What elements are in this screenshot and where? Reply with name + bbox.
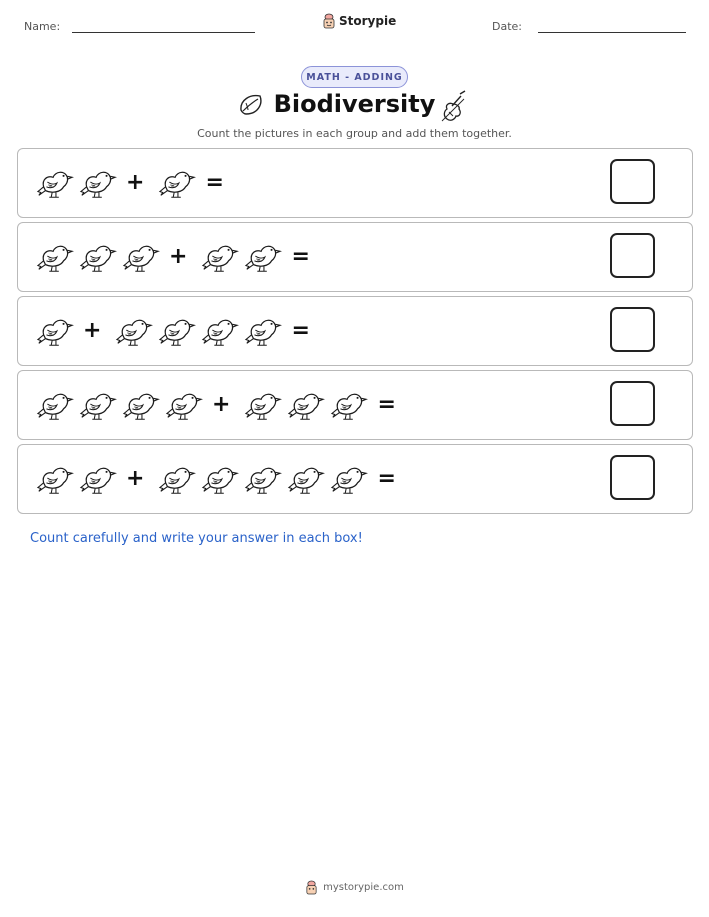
addition-expression bbox=[36, 385, 410, 425]
answer-box[interactable] bbox=[610, 233, 655, 278]
bird-icon bbox=[244, 461, 282, 497]
instructions: Count the pictures in each group and add them together. bbox=[197, 127, 512, 140]
bird-icon bbox=[79, 239, 117, 275]
equals-sign: = bbox=[377, 466, 396, 491]
storypie-mascot-icon bbox=[305, 880, 318, 895]
worksheet-header bbox=[0, 0, 709, 48]
plus-sign: + bbox=[126, 466, 145, 491]
answer-box[interactable] bbox=[610, 159, 655, 204]
bird-icon bbox=[36, 461, 74, 497]
plus-sign: + bbox=[169, 244, 188, 269]
addition-expression bbox=[36, 459, 410, 499]
bird-icon bbox=[36, 313, 74, 349]
bird-icon bbox=[36, 387, 74, 423]
bird-icon bbox=[122, 387, 160, 423]
problem-list bbox=[17, 148, 693, 518]
bird-icon bbox=[330, 461, 368, 497]
name-line[interactable] bbox=[72, 32, 255, 33]
footer bbox=[0, 880, 709, 895]
violin-icon bbox=[440, 90, 470, 124]
addition-expression bbox=[36, 163, 238, 203]
bird-icon bbox=[158, 165, 196, 201]
plus-sign: + bbox=[126, 170, 145, 195]
equals-sign: = bbox=[205, 170, 224, 195]
footer-url: mystorypie.com bbox=[323, 882, 404, 893]
plus-sign: + bbox=[83, 318, 102, 343]
bird-icon bbox=[330, 387, 368, 423]
problem-row bbox=[17, 222, 693, 292]
problem-row bbox=[17, 444, 693, 514]
equals-sign: = bbox=[291, 318, 310, 343]
bird-icon bbox=[201, 313, 239, 349]
equals-sign: = bbox=[377, 392, 396, 417]
addition-expression bbox=[36, 311, 324, 351]
encouragement-note: Count carefully and write your answer in each box! bbox=[30, 531, 363, 546]
bird-icon bbox=[244, 387, 282, 423]
date-line[interactable] bbox=[538, 32, 686, 33]
bird-icon bbox=[158, 461, 196, 497]
bird-icon bbox=[201, 461, 239, 497]
problem-row bbox=[17, 296, 693, 366]
answer-box[interactable] bbox=[610, 455, 655, 500]
brand-name: Storypie bbox=[339, 14, 397, 28]
bird-icon bbox=[79, 461, 117, 497]
bird-icon bbox=[115, 313, 153, 349]
bird-icon bbox=[287, 387, 325, 423]
answer-box[interactable] bbox=[610, 307, 655, 352]
name-label: Name: bbox=[24, 20, 61, 33]
bird-icon bbox=[244, 239, 282, 275]
bird-icon bbox=[79, 387, 117, 423]
addition-expression bbox=[36, 237, 324, 277]
plus-sign: + bbox=[212, 392, 231, 417]
equals-sign: = bbox=[291, 244, 310, 269]
bird-icon bbox=[158, 313, 196, 349]
answer-box[interactable] bbox=[610, 381, 655, 426]
title-row bbox=[0, 88, 709, 128]
bird-icon bbox=[165, 387, 203, 423]
bird-icon bbox=[36, 165, 74, 201]
bird-icon bbox=[122, 239, 160, 275]
date-label: Date: bbox=[492, 20, 522, 33]
problem-row bbox=[17, 370, 693, 440]
bird-icon bbox=[287, 461, 325, 497]
bird-icon bbox=[79, 165, 117, 201]
problem-row bbox=[17, 148, 693, 218]
brand-logo bbox=[322, 13, 396, 29]
bird-icon bbox=[36, 239, 74, 275]
bird-icon bbox=[244, 313, 282, 349]
bird-icon bbox=[201, 239, 239, 275]
page-title: Biodiversity bbox=[273, 90, 436, 118]
subject-badge: MATH - ADDING bbox=[301, 66, 408, 88]
storypie-mascot-icon bbox=[322, 13, 336, 29]
